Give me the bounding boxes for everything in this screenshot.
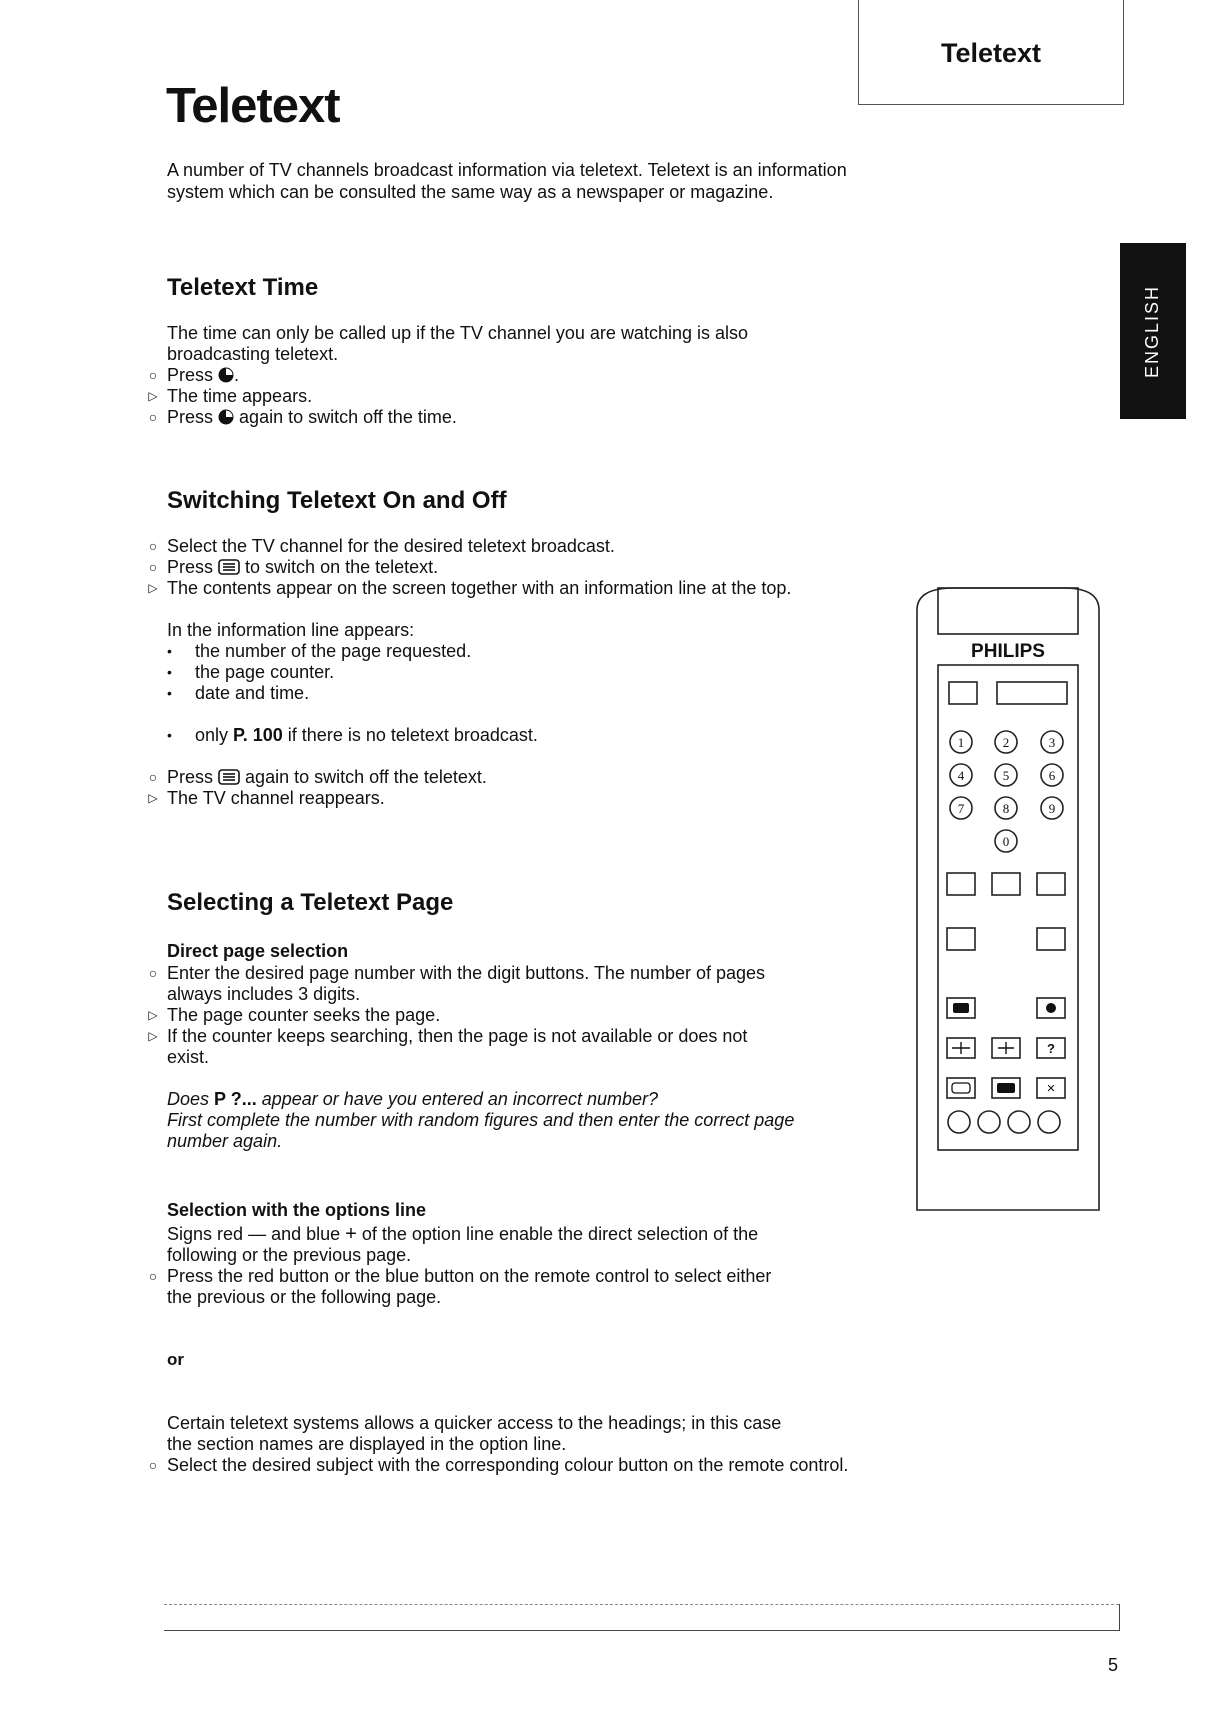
footer-rule — [164, 1604, 1120, 1631]
step-marker: ○ — [148, 1457, 158, 1473]
heading-teletext-time: Teletext Time — [167, 274, 319, 301]
heading-selecting-page: Selecting a Teletext Page — [167, 889, 454, 916]
page-number: 5 — [1108, 1655, 1119, 1675]
note-line1: Does P ?... appear or have you entered an incorrect number? — [167, 1089, 658, 1109]
language-tab-label: ENGLISH — [1142, 284, 1163, 378]
display-button — [997, 682, 1067, 704]
step-enter-number: ○ Enter the desired page number with the digit buttons. The number of pages — [167, 963, 765, 985]
time-intro-line1: The time can only be called up if the TV channel you are watching is also — [167, 323, 749, 343]
note-line2: First complete the number with random figures and then enter the correct page — [167, 1110, 795, 1130]
remote-brand: PHILIPS — [971, 641, 1045, 662]
page-title: Teletext — [166, 79, 340, 133]
step-marker: ○ — [148, 538, 158, 554]
subheading-direct-selection: Direct page selection — [167, 941, 349, 961]
digit-key: 7 — [957, 801, 965, 816]
step-press-teletext-on: ○ Press to switch on the teletext. — [167, 557, 438, 579]
result-marker: ▷ — [148, 389, 158, 403]
result-counter-seeks: ▷ The page counter seeks the page. — [167, 1005, 440, 1027]
minus-sign-icon: — — [248, 1224, 267, 1244]
power-button — [949, 682, 977, 704]
step-press-red-blue: ○ Press the red button or the blue button on the remote control to select either — [167, 1266, 771, 1288]
result-marker: ▷ — [148, 791, 158, 805]
help-key: ? — [1047, 1041, 1055, 1056]
result-counter-searching-line2: exist. — [167, 1047, 210, 1067]
result-marker: ▷ — [148, 581, 158, 595]
step-marker: ○ — [148, 409, 158, 425]
digit-key: 1 — [957, 735, 965, 750]
signs-line1: Signs red — and blue + of the option line enable the direct selection of the — [167, 1223, 759, 1245]
step-press-time-off: ○ Press again to switch off the time. — [167, 407, 457, 429]
digit-key: 5 — [1002, 768, 1010, 783]
step-press-teletext-off: ○ Press again to switch off the teletext. — [167, 767, 487, 789]
certain-systems-line1: Certain teletext systems allows a quicker access to the headings; in this case — [167, 1413, 782, 1433]
step-marker: ○ — [148, 559, 158, 575]
section-label: Teletext — [940, 38, 1042, 68]
intro-paragraph: A number of TV channels broadcast information via teletext. Teletext is an information system which can be consulted the same way as a newspaper or magazine. — [167, 160, 847, 202]
plus-sign-icon: + — [345, 1223, 357, 1245]
language-tab — [1120, 243, 1186, 419]
result-contents-appear: ▷ The contents appear on the screen together with an information line at the top. — [167, 578, 791, 600]
step-marker: ○ — [148, 1268, 158, 1284]
or-separator: or — [167, 1350, 184, 1369]
step-select-subject: ○ Select the desired subject with the corresponding colour button on the remote control. — [167, 1455, 848, 1477]
clock-icon — [218, 367, 234, 383]
digit-key: 3 — [1048, 735, 1056, 750]
subheading-options-line: Selection with the options line — [167, 1200, 427, 1220]
result-time-appears: ▷ The time appears. — [167, 386, 312, 408]
step-marker: ○ — [148, 367, 158, 383]
time-intro-line2: broadcasting teletext. — [167, 344, 339, 364]
cancel-key: × — [1046, 1080, 1056, 1097]
result-channel-reappears: ▷ The TV channel reappears. — [167, 788, 385, 810]
result-counter-searching: ▷ If the counter keeps searching, then the page is not available or does not — [167, 1026, 747, 1048]
section-header-box — [858, 0, 1124, 105]
digit-key: 4 — [957, 768, 965, 783]
signs-line2: following or the previous page. — [167, 1245, 412, 1265]
step-marker: ○ — [148, 769, 158, 785]
result-marker: ▷ — [148, 1008, 158, 1022]
digit-key: 9 — [1048, 801, 1056, 816]
info-line-intro: In the information line appears: — [167, 620, 415, 640]
digit-key: 8 — [1002, 801, 1010, 816]
teletext-icon — [218, 559, 240, 575]
digit-key: 6 — [1048, 768, 1056, 783]
step-press-time: ○ Press . — [167, 365, 239, 387]
result-marker: ▷ — [148, 1029, 158, 1043]
certain-systems-line2: the section names are displayed in the option line. — [167, 1434, 567, 1454]
clock-icon — [218, 409, 234, 425]
step-press-red-blue-line2: the previous or the following page. — [167, 1287, 442, 1307]
step-select-channel: ○ Select the TV channel for the desired teletext broadcast. — [167, 536, 615, 558]
digit-key: 2 — [1002, 735, 1010, 750]
heading-switching-teletext: Switching Teletext On and Off — [167, 487, 507, 514]
step-enter-number-line2: always includes 3 digits. — [167, 984, 361, 1004]
step-marker: ○ — [148, 965, 158, 981]
teletext-icon — [218, 769, 240, 785]
digit-key: 0 — [1002, 834, 1010, 849]
remote-control-icon — [914, 585, 1104, 1215]
note-line3: number again. — [167, 1131, 283, 1151]
